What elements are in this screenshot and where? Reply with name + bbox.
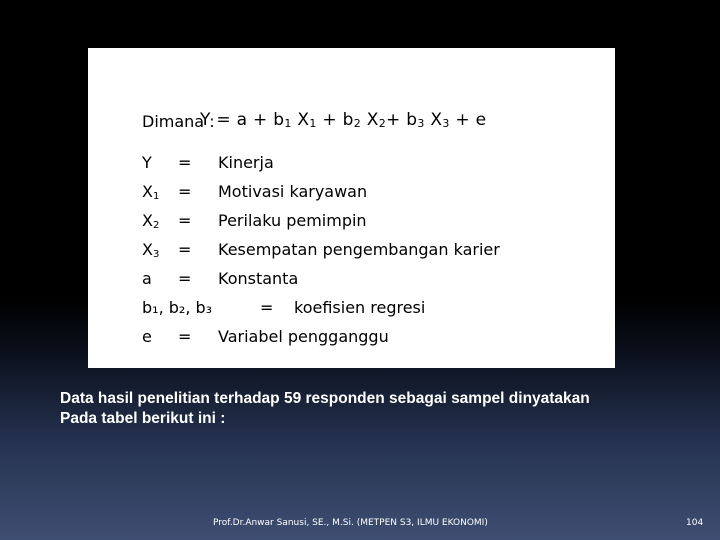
formula-part: X (361, 110, 379, 130)
equals-sign: = (178, 153, 192, 172)
definition-text: Motivasi karyawan (218, 182, 368, 201)
definition-symbol: b₁, b₂, b₃ (142, 298, 213, 317)
definition-text: Kinerja (218, 153, 274, 172)
formula-part: + b (316, 110, 354, 130)
slide-footer: Prof.Dr.Anwar Sanusi, SE., M.Si. (METPEN S3, ILMU EKONOMI) (213, 518, 488, 528)
definition-symbol: $X_1$ (142, 182, 160, 202)
formula-part: X (424, 110, 443, 130)
note-line: Pada tabel berikut ini : (60, 410, 226, 427)
definition-text: Perilaku pemimpin (218, 211, 367, 230)
definition-text: Konstanta (218, 269, 299, 288)
formula-sub: 1 (309, 117, 317, 130)
equals-sign: = (178, 240, 192, 259)
formula-sub: 2 (378, 117, 387, 130)
equals-sign: = (178, 327, 192, 346)
formula-part: + e (449, 110, 487, 130)
definition-symbol: Y (142, 153, 152, 172)
slide-number: 104 (686, 518, 704, 528)
definition-symbol: $X_2$ (142, 211, 160, 231)
data-description-text (60, 389, 700, 429)
definition-text: Variabel pengganggu (218, 327, 389, 346)
dimana-heading: Dimana : (142, 112, 215, 131)
equation-image (88, 48, 615, 368)
formula-part: + b (386, 110, 418, 130)
formula-sub: 1 (284, 117, 292, 130)
equals-sign: = (260, 298, 274, 317)
equals-sign: = (178, 182, 192, 201)
regression-formula (200, 110, 486, 130)
formula-sub: 3 (417, 117, 425, 130)
definition-text: Kesempatan pengembangan karier (218, 240, 500, 259)
definition-symbol: $X_3$ (142, 240, 160, 260)
formula-part: Y = a + b (200, 110, 285, 130)
definition-text: koefisien regresi (294, 298, 426, 317)
note-line: Data hasil penelitian terhadap 59 responden sebagai sampel dinyatakan (60, 390, 590, 407)
definition-symbol: a (142, 269, 152, 288)
equals-sign: = (178, 211, 192, 230)
formula-sub: 2 (353, 117, 362, 130)
definition-symbol: e (142, 327, 152, 346)
formula-sub: 3 (442, 117, 450, 130)
formula-part: X (291, 110, 310, 130)
equals-sign: = (178, 269, 192, 288)
